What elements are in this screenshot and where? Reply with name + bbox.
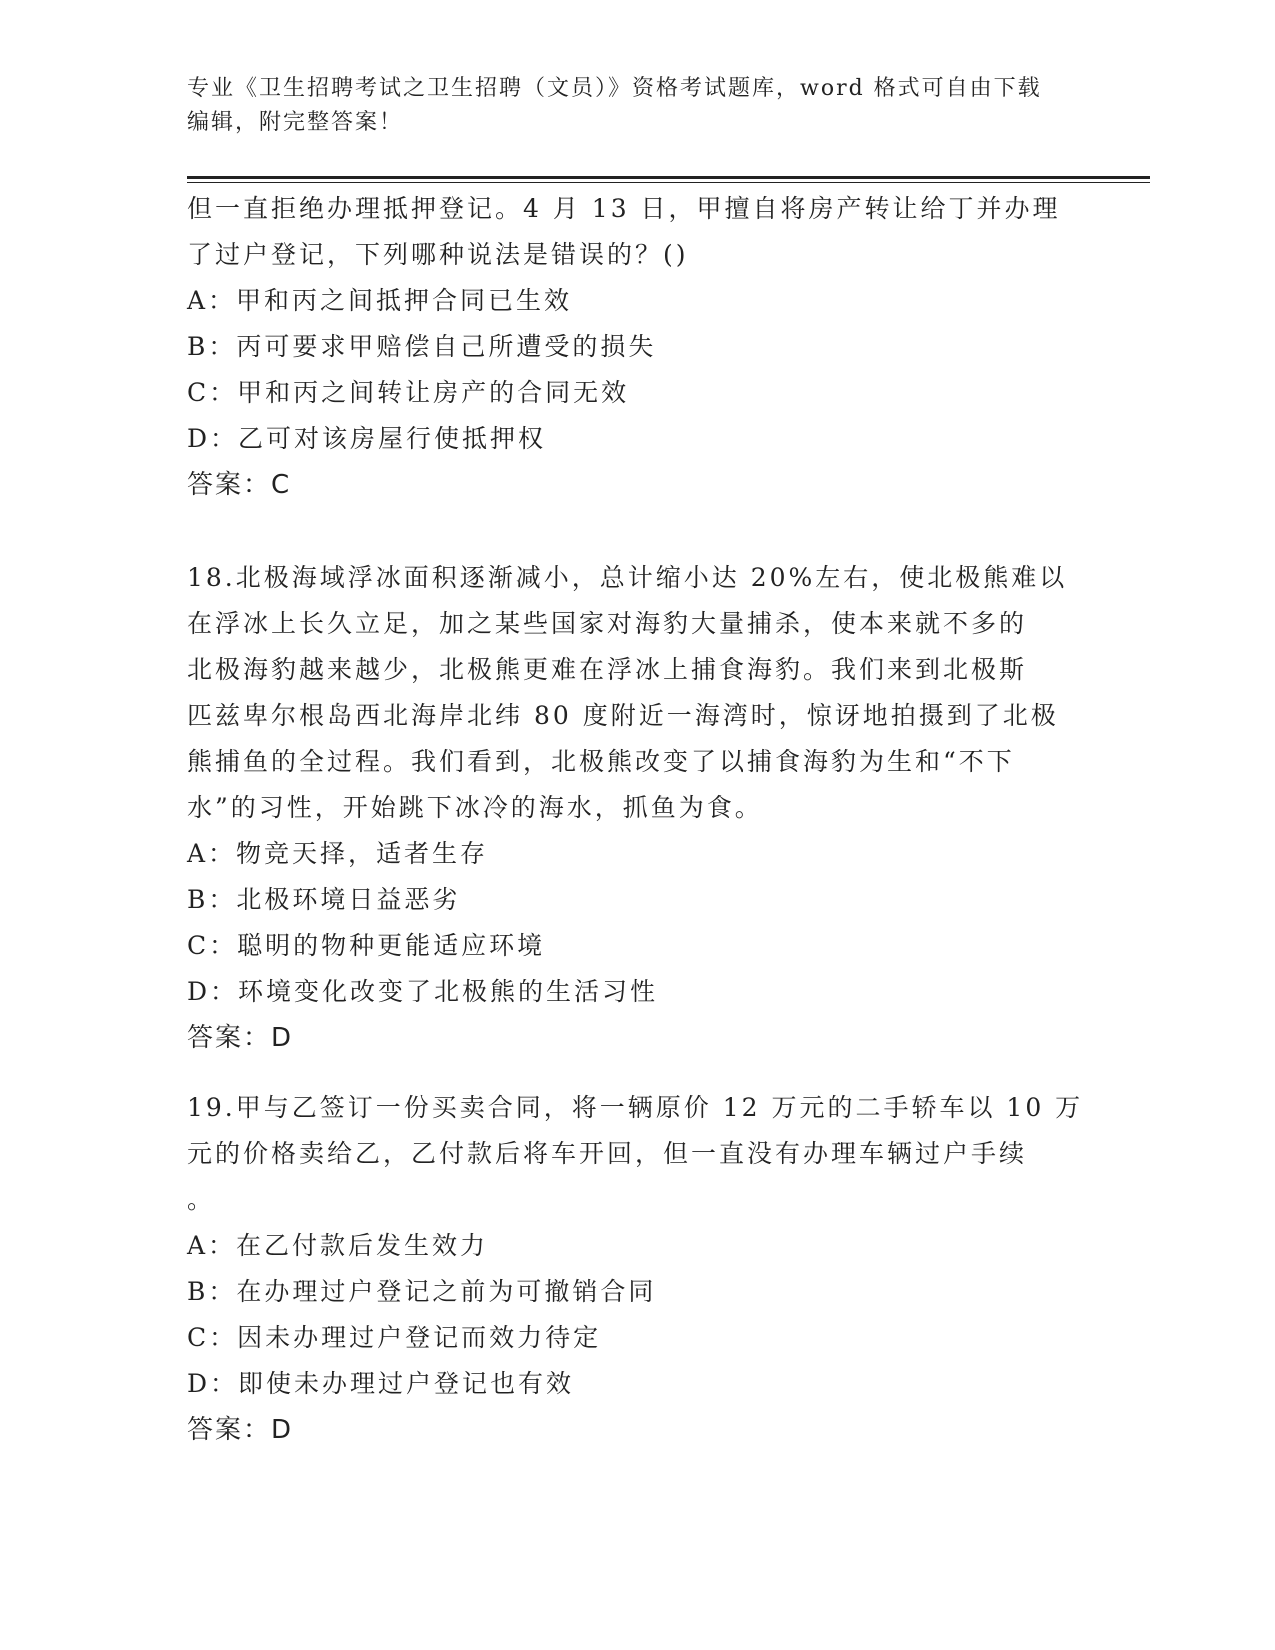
option-c: C：甲和丙之间转让房产的合同无效 [187, 378, 630, 407]
document-header [187, 72, 1087, 140]
option-b: B：在办理过户登记之前为可撤销合同 [187, 1277, 657, 1306]
question-text-line: 19.甲与乙签订一份买卖合同，将一辆原价 12 万元的二手轿车以 10 万 [187, 1093, 1084, 1122]
question-text-line: 元的价格卖给乙，乙付款后将车开回，但一直没有办理车辆过户手续 [187, 1139, 1028, 1168]
option-d: D：即使未办理过户登记也有效 [187, 1369, 575, 1398]
option-c: C：聪明的物种更能适应环境 [187, 931, 546, 960]
question-text-line: 在浮冰上长久立足，加之某些国家对海豹大量捕杀，使本来就不多的 [187, 609, 1028, 638]
question-text-line: 但一直拒绝办理抵押登记。4 月 13 日，甲擅自将房产转让给丁并办理 [187, 194, 1061, 223]
question-19 [187, 1085, 1087, 1453]
option-a: A：甲和丙之间抵押合同已生效 [187, 286, 573, 315]
header-rule-thick [187, 176, 1150, 179]
question-text-line: 18.北极海域浮冰面积逐渐减小，总计缩小达 20%左右，使北极熊难以 [187, 563, 1068, 592]
answer: 答案：D [187, 1023, 294, 1053]
option-b: B：北极环境日益恶劣 [187, 885, 461, 914]
question-text-line: 。 [187, 1185, 216, 1214]
question-18 [187, 555, 1087, 1061]
question-text-line: 水”的习性，开始跳下冰冷的海水，抓鱼为食。 [187, 793, 763, 822]
answer: 答案：C [187, 470, 292, 500]
header-line-2: 编辑，附完整答案！ [187, 110, 404, 135]
answer: 答案：D [187, 1415, 294, 1445]
question-text-line: 匹兹卑尔根岛西北海岸北纬 80 度附近一海湾时，惊讶地拍摄到了北极 [187, 701, 1059, 730]
option-d: D：环境变化改变了北极熊的生活习性 [187, 977, 659, 1006]
question-text-line: 北极海豹越来越少，北极熊更难在浮冰上捕食海豹。我们来到北极斯 [187, 655, 1028, 684]
option-a: A：物竞天择，适者生存 [187, 839, 489, 868]
option-a: A：在乙付款后发生效力 [187, 1231, 489, 1260]
question-17 [187, 186, 1087, 508]
header-rule-thin [187, 182, 1150, 183]
header-line-1: 专业《卫生招聘考试之卫生招聘（文员）》资格考试题库，word 格式可自由下载 [187, 76, 1042, 101]
option-d: D：乙可对该房屋行使抵押权 [187, 424, 547, 453]
question-text-line: 了过户登记，下列哪种说法是错误的？() [187, 240, 689, 269]
option-b: B：丙可要求甲赔偿自己所遭受的损失 [187, 332, 657, 361]
question-text-line: 熊捕鱼的全过程。我们看到，北极熊改变了以捕食海豹为生和“不下 [187, 747, 1015, 776]
option-c: C：因未办理过户登记而效力待定 [187, 1323, 602, 1352]
